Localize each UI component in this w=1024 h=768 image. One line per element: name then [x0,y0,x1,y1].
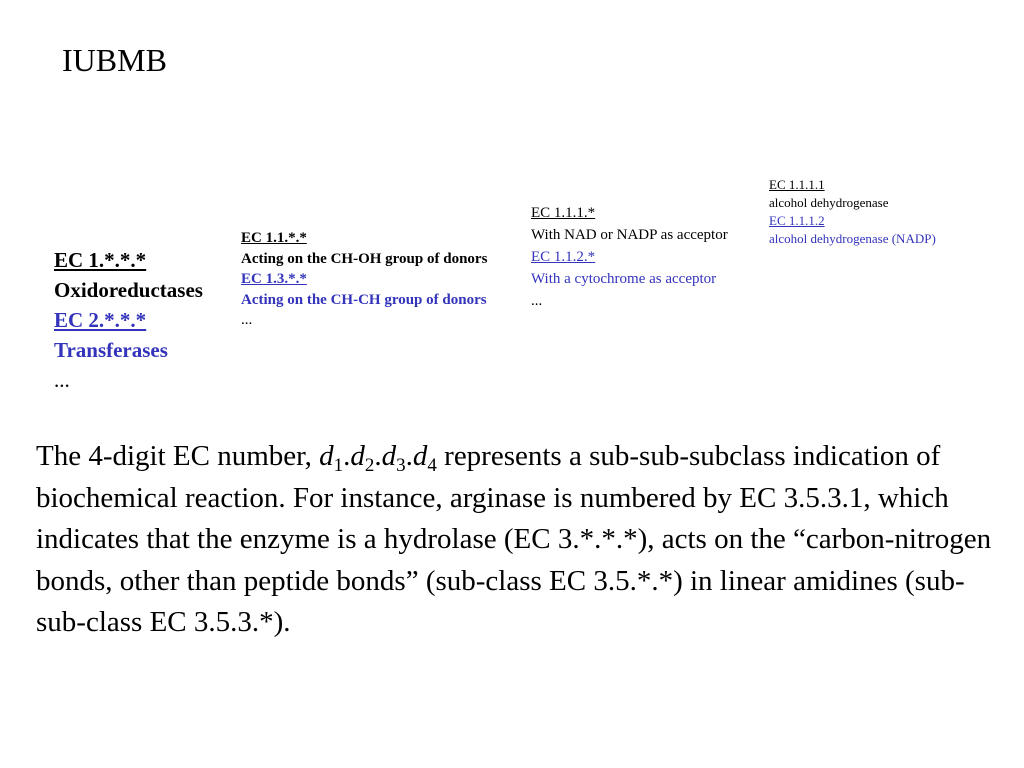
ec1112-link[interactable]: EC 1.1.1.2 [769,213,825,228]
ec-level1-more: ... [54,368,70,392]
ec1111-name: alcohol dehydrogenase [769,195,889,210]
dot-1: . [343,440,351,472]
ec111-name: With NAD or NADP as acceptor [531,227,728,243]
ec13-link[interactable]: EC 1.3.*.* [241,271,307,287]
subscript-2: 2 [364,455,375,476]
ec112-link[interactable]: EC 1.1.2.* [531,249,596,265]
ec-level3-column [531,202,728,312]
ec-level2-column [241,228,487,331]
ec1111-link[interactable]: EC 1.1.1.1 [769,177,825,192]
digit-d1: d [319,440,334,472]
para-text-intro: The 4-digit EC number, [36,440,320,472]
digit-d3: d [381,440,397,472]
para-text-body: represents a sub-sub-subclass indication of biochemical reaction. For instance, arginase is numbered by EC 3.5.3.1, which indicates that the enzyme is a hydrolase (EC 3.*.*.*), acts on the “carbon-nitrogen bonds, other than peptide bonds” (sub-class EC 3.5.*.*) in linear amidines (sub-sub-class EC 3.5.3.*). [36,440,992,638]
ec-level3-more: ... [531,293,543,309]
ec2-name[interactable]: Transferases [54,338,168,362]
ec-number-explanation [36,436,1011,644]
ec2-link[interactable]: EC 2.*.*.* [54,308,147,332]
ec11-name: Acting on the CH-OH group of donors [241,250,488,267]
ec111-link[interactable]: EC 1.1.1.* [531,205,596,221]
ec1-name: Oxidoreductases [54,278,203,302]
dot-3: . [405,440,413,472]
ec13-name[interactable]: Acting on the CH-CH group of donors [241,291,487,308]
ec-level4-column [769,176,936,248]
ec11-link[interactable]: EC 1.1.*.* [241,230,307,246]
subscript-4: 4 [427,455,437,476]
ec1-link[interactable]: EC 1.*.*.* [54,248,147,272]
ec-level2-more: ... [241,312,253,328]
ec-level1-column [54,245,203,395]
ec1112-name[interactable]: alcohol dehydrogenase (NADP) [769,231,936,246]
digit-d2: d [350,440,365,472]
page-title: IUBMB [62,42,167,78]
subscript-1: 1 [333,455,344,476]
subscript-3: 3 [396,455,406,476]
digit-d4: d [412,440,428,472]
dot-2: . [374,440,382,472]
ec112-name[interactable]: With a cytochrome as acceptor [531,271,717,287]
